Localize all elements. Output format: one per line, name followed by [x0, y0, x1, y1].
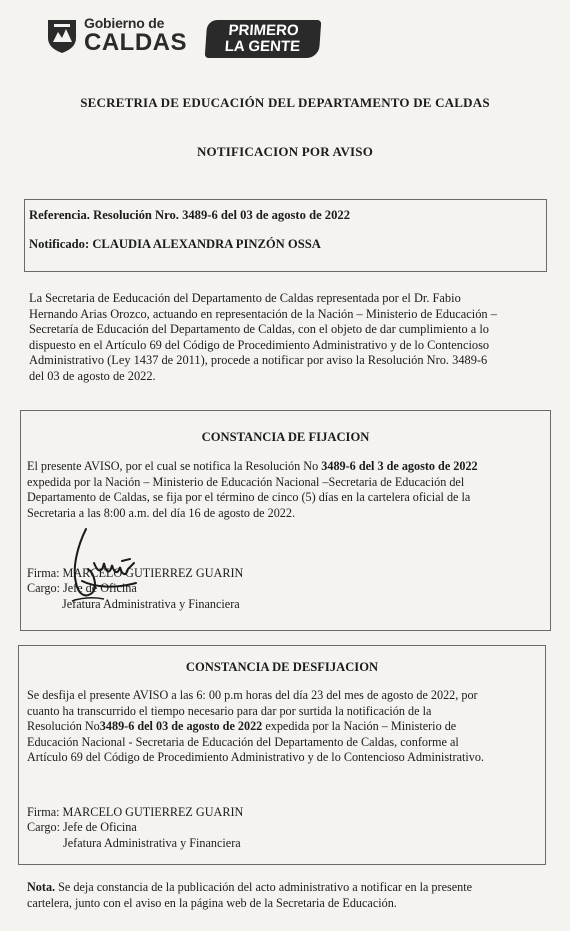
desfijacion-paragraph	[27, 688, 539, 766]
desfijacion-line: Se desfija el presente AVISO a las 6: 00 p.m horas del día 23 del mes de agosto de 2022, por	[27, 688, 478, 702]
fijacion-jefatura: Jefatura Administrativa y Financiera	[62, 597, 240, 611]
fijacion-line: Departamento de Caldas, se fija por el término de cinco (5) días en la cartelera oficial de la	[27, 490, 471, 505]
desfijacion-firma: Firma: MARCELO GUTIERREZ GUARIN	[27, 805, 244, 819]
logo-bottom-text: CALDAS	[84, 29, 187, 56]
notificado-name: CLAUDIA ALEXANDRA PINZÓN OSSA	[92, 237, 321, 251]
fijacion-firma: Firma: MARCELO GUTIERREZ GUARIN	[27, 566, 244, 580]
fijacion-line	[27, 459, 547, 475]
primero-la-gente-badge	[205, 20, 322, 58]
fijacion-line: Secretaria a las 8:00 a.m. del día 16 de agosto de 2022.	[27, 505, 296, 520]
desfijacion-line: Educación Nacional - Secretaria de Educación del Departamento de Caldas, conforme al	[27, 734, 459, 749]
desfijacion-line-3c: expedida por la Nación – Ministerio de	[262, 719, 457, 734]
fijacion-resolution-ref: 3489-6 del 3 de agosto de 2022	[321, 459, 478, 473]
nota-line: cartelera, junto con el aviso en la página web de la Secretaria de Educación.	[27, 895, 397, 910]
badge-line-2: LA GENTE	[224, 38, 301, 55]
logo-top-text: Gobierno de	[84, 15, 165, 31]
intro-line: Hernando Arias Orozco, actuando en representación de la Nación – Ministerio de Educación –	[29, 306, 497, 321]
desfijacion-heading: CONSTANCIA DE DESFIJACION	[185, 660, 379, 674]
caldas-shield-icon	[46, 18, 78, 54]
intro-line: del 03 de agosto de 2022.	[29, 368, 156, 383]
nota-label: Nota.	[27, 880, 56, 894]
page-subtitle: NOTIFICACION POR AVISO	[196, 144, 374, 159]
desfijacion-line: Artículo 69 del Código de Procedimiento Administrativo y de lo Contencioso Administrativo.	[27, 750, 484, 765]
gobierno-caldas-logo	[46, 16, 187, 55]
intro-line: La Secretaria de Eeducación del Departamento de Caldas representada por el Dr. Fabio	[29, 291, 461, 305]
desfijacion-line-3a: Resolución No	[27, 719, 100, 734]
desfijacion-line: cuanto ha transcurrido el tiempo necesario para dar por surtida la notificación de la	[27, 703, 432, 718]
fijacion-paragraph	[27, 459, 547, 521]
page-title: SECRETRIA DE EDUCACIÓN DEL DEPARTAMENTO DE CALDAS	[80, 95, 490, 110]
intro-line: Administrativo (Ley 1437 de 2011), procede a notificar por aviso la Resolución Nro. 3489-6	[29, 353, 488, 368]
fijacion-line: expedida por la Nación – Ministerio de Educación Nacional –Secretaria de Educación del	[27, 474, 465, 489]
fijacion-cargo: Cargo: Jefe de Oficina	[27, 581, 137, 595]
desfijacion-jefatura: Jefatura Administrativa y Financiera	[63, 836, 241, 850]
intro-line: dispuesto en el Artículo 69 del Código de Procedimiento Administrativo y de lo Contencioso	[29, 337, 490, 352]
fijacion-line-1a: El presente AVISO, por el cual se notifica la Resolución No	[27, 459, 322, 473]
desfijacion-line	[27, 719, 539, 735]
notificado-line	[29, 237, 321, 253]
intro-paragraph	[29, 291, 541, 385]
desfijacion-cargo: Cargo: Jefe de Oficina	[27, 820, 137, 834]
desfijacion-resolution-ref: 3489-6 del 03 de agosto de 2022	[99, 719, 263, 734]
fijacion-heading: CONSTANCIA DE FIJACION	[201, 430, 370, 444]
nota-line	[27, 880, 547, 896]
badge-line-1: PRIMERO	[227, 22, 300, 39]
intro-line: Secretaría de Educación del Departamento de Caldas, con el objeto de dar cumplimiento a lo	[29, 322, 489, 337]
notificado-label: Notificado:	[29, 237, 90, 251]
reference-line: Referencia. Resolución Nro. 3489-6 del 03 de agosto de 2022	[29, 208, 350, 222]
nota-line-1: Se deja constancia de la publicación del acto administrativo a notificar en la presente	[55, 880, 473, 894]
nota-paragraph	[27, 880, 547, 911]
